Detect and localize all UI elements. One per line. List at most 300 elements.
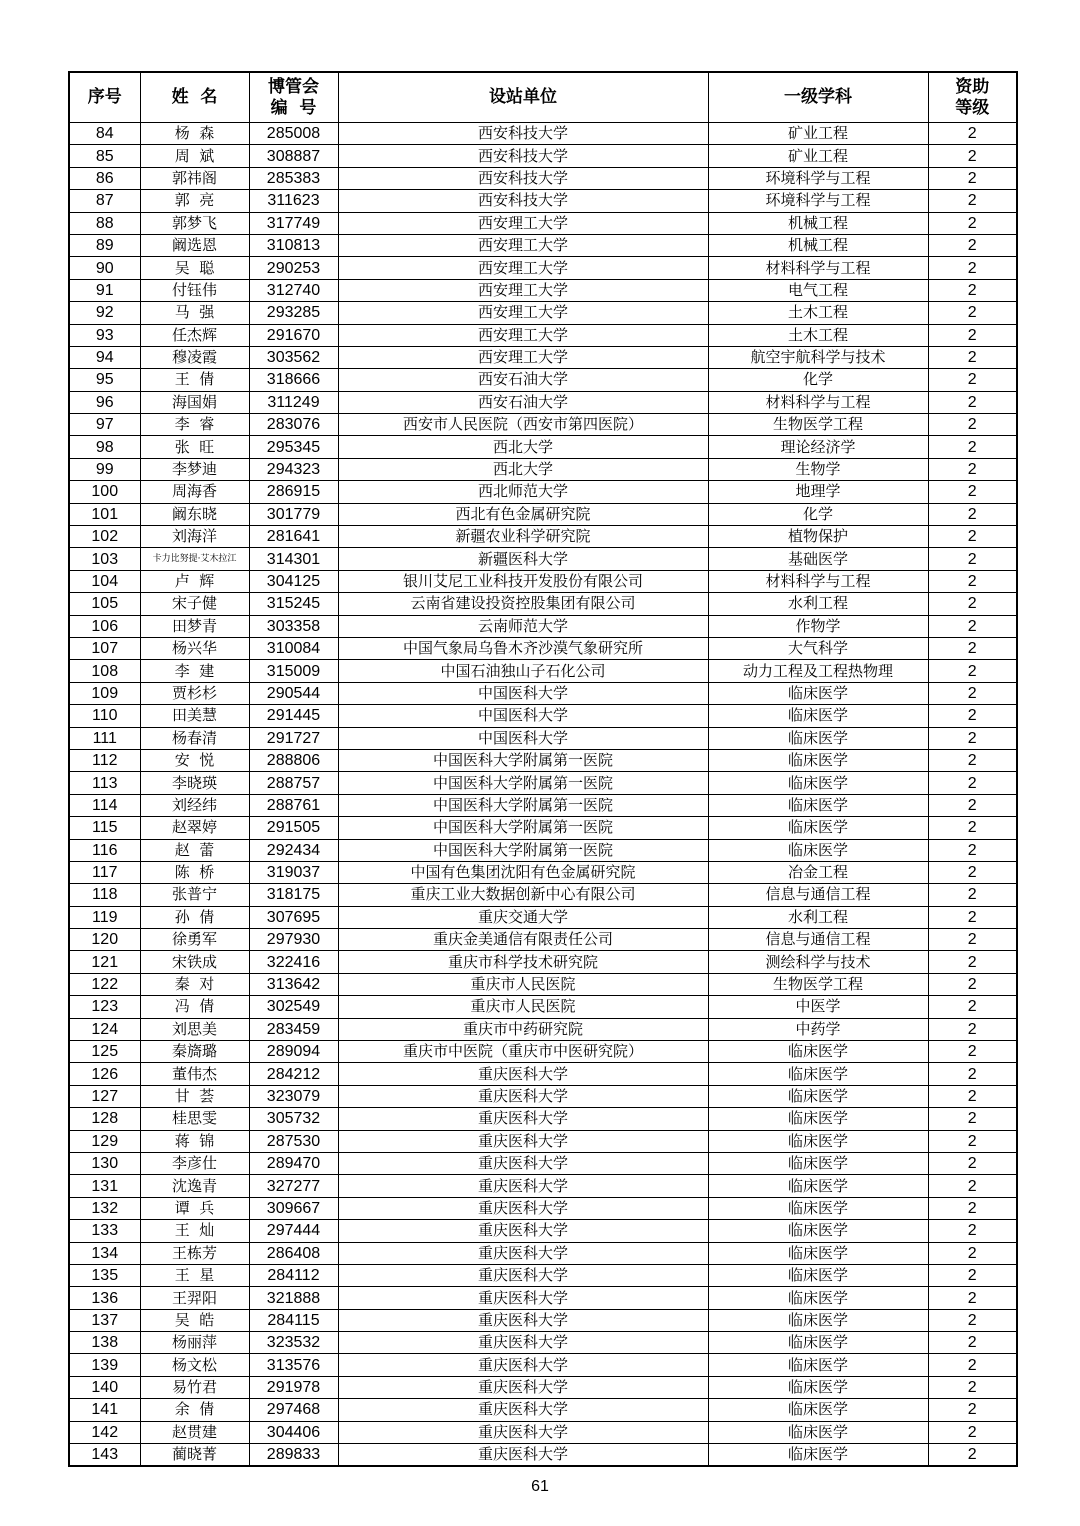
cell-id: 283459 — [249, 1018, 338, 1040]
cell-id: 312740 — [249, 279, 338, 301]
cell-level: 2 — [928, 1175, 1017, 1197]
cell-id: 311249 — [249, 391, 338, 413]
cell-subject: 临床医学 — [708, 1108, 928, 1130]
table-row — [69, 1041, 1017, 1063]
cell-seq: 138 — [69, 1332, 140, 1354]
cell-seq: 135 — [69, 1264, 140, 1286]
cell-seq: 132 — [69, 1197, 140, 1219]
cell-name: 秦旖璐 — [140, 1041, 249, 1063]
table-row — [69, 929, 1017, 951]
header-level — [928, 72, 1017, 123]
cell-id: 308887 — [249, 145, 338, 167]
table-row — [69, 190, 1017, 212]
cell-name: 张 旺 — [140, 436, 249, 458]
cell-subject: 环境科学与工程 — [708, 190, 928, 212]
cell-seq: 108 — [69, 660, 140, 682]
cell-level: 2 — [928, 660, 1017, 682]
table-row — [69, 1175, 1017, 1197]
cell-seq: 102 — [69, 526, 140, 548]
header-row — [69, 72, 1017, 123]
cell-seq: 139 — [69, 1354, 140, 1376]
cell-level: 2 — [928, 884, 1017, 906]
cell-name: 郭 亮 — [140, 190, 249, 212]
cell-id: 288757 — [249, 772, 338, 794]
cell-seq: 109 — [69, 682, 140, 704]
table-row — [69, 436, 1017, 458]
cell-subject: 中药学 — [708, 1018, 928, 1040]
cell-unit: 云南省建设投资控股集团有限公司 — [338, 593, 708, 615]
cell-level: 2 — [928, 839, 1017, 861]
cell-subject: 临床医学 — [708, 1287, 928, 1309]
cell-id: 285008 — [249, 123, 338, 145]
table-row — [69, 123, 1017, 145]
cell-subject: 矿业工程 — [708, 123, 928, 145]
cell-seq: 101 — [69, 503, 140, 525]
table-row — [69, 705, 1017, 727]
cell-subject: 临床医学 — [708, 682, 928, 704]
cell-level: 2 — [928, 324, 1017, 346]
cell-level: 2 — [928, 772, 1017, 794]
table-row — [69, 1018, 1017, 1040]
cell-name: 董伟杰 — [140, 1063, 249, 1085]
cell-name: 赵贯建 — [140, 1421, 249, 1443]
cell-seq: 118 — [69, 884, 140, 906]
cell-id: 284212 — [249, 1063, 338, 1085]
cell-name: 赵翠婷 — [140, 817, 249, 839]
table-row — [69, 593, 1017, 615]
cell-level: 2 — [928, 123, 1017, 145]
cell-subject: 临床医学 — [708, 1354, 928, 1376]
cell-seq: 129 — [69, 1130, 140, 1152]
cell-unit: 重庆医科大学 — [338, 1376, 708, 1398]
cell-id: 281641 — [249, 526, 338, 548]
cell-seq: 103 — [69, 548, 140, 570]
cell-name: 马 强 — [140, 302, 249, 324]
table-row — [69, 1444, 1017, 1467]
cell-id: 291670 — [249, 324, 338, 346]
cell-id: 297468 — [249, 1399, 338, 1421]
cell-subject: 水利工程 — [708, 593, 928, 615]
cell-seq: 97 — [69, 414, 140, 436]
table-row — [69, 548, 1017, 570]
table-row — [69, 660, 1017, 682]
cell-level: 2 — [928, 951, 1017, 973]
cell-id: 288761 — [249, 794, 338, 816]
cell-level: 2 — [928, 1152, 1017, 1174]
cell-id: 287530 — [249, 1130, 338, 1152]
cell-unit: 重庆医科大学 — [338, 1085, 708, 1107]
cell-seq: 121 — [69, 951, 140, 973]
cell-seq: 104 — [69, 570, 140, 592]
cell-seq: 91 — [69, 279, 140, 301]
cell-id: 303358 — [249, 615, 338, 637]
cell-subject: 临床医学 — [708, 1130, 928, 1152]
cell-subject: 临床医学 — [708, 839, 928, 861]
cell-seq: 90 — [69, 257, 140, 279]
table-row — [69, 391, 1017, 413]
cell-unit: 中国医科大学 — [338, 682, 708, 704]
cell-name: 赵 蕾 — [140, 839, 249, 861]
cell-name: 宋铁成 — [140, 951, 249, 973]
cell-level: 2 — [928, 458, 1017, 480]
table-row — [69, 1085, 1017, 1107]
cell-unit: 西北师范大学 — [338, 481, 708, 503]
cell-unit: 中国气象局乌鲁木齐沙漠气象研究所 — [338, 637, 708, 659]
cell-unit: 重庆市科学技术研究院 — [338, 951, 708, 973]
cell-level: 2 — [928, 1108, 1017, 1130]
cell-level: 2 — [928, 637, 1017, 659]
cell-name: 杨兴华 — [140, 637, 249, 659]
cell-id: 291445 — [249, 705, 338, 727]
cell-level: 2 — [928, 346, 1017, 368]
cell-level: 2 — [928, 861, 1017, 883]
cell-unit: 重庆市中药研究院 — [338, 1018, 708, 1040]
cell-unit: 重庆医科大学 — [338, 1152, 708, 1174]
table-row — [69, 906, 1017, 928]
cell-id: 286915 — [249, 481, 338, 503]
cell-subject: 临床医学 — [708, 772, 928, 794]
cell-id: 291505 — [249, 817, 338, 839]
cell-seq: 113 — [69, 772, 140, 794]
cell-level: 2 — [928, 279, 1017, 301]
cell-name: 田美慧 — [140, 705, 249, 727]
cell-level: 2 — [928, 794, 1017, 816]
cell-seq: 115 — [69, 817, 140, 839]
table-row — [69, 1197, 1017, 1219]
cell-subject: 临床医学 — [708, 1220, 928, 1242]
funding-list-table — [68, 71, 1018, 1467]
table-row — [69, 458, 1017, 480]
cell-seq: 117 — [69, 861, 140, 883]
cell-id: 291978 — [249, 1376, 338, 1398]
cell-level: 2 — [928, 234, 1017, 256]
cell-id: 297930 — [249, 929, 338, 951]
cell-name: 李 建 — [140, 660, 249, 682]
cell-level: 2 — [928, 906, 1017, 928]
cell-level: 2 — [928, 1018, 1017, 1040]
cell-seq: 98 — [69, 436, 140, 458]
cell-level: 2 — [928, 593, 1017, 615]
cell-subject: 信息与通信工程 — [708, 884, 928, 906]
cell-name: 王 倩 — [140, 369, 249, 391]
cell-id: 323532 — [249, 1332, 338, 1354]
cell-subject: 测绘科学与技术 — [708, 951, 928, 973]
table-row — [69, 1220, 1017, 1242]
cell-seq: 142 — [69, 1421, 140, 1443]
table-row — [69, 1287, 1017, 1309]
cell-subject: 生物医学工程 — [708, 414, 928, 436]
table-row — [69, 861, 1017, 883]
cell-name: 王栋芳 — [140, 1242, 249, 1264]
cell-level: 2 — [928, 705, 1017, 727]
cell-id: 319037 — [249, 861, 338, 883]
table-row — [69, 794, 1017, 816]
cell-level: 2 — [928, 570, 1017, 592]
cell-level: 2 — [928, 1421, 1017, 1443]
cell-name: 付钰伟 — [140, 279, 249, 301]
cell-unit: 银川艾尼工业科技开发股份有限公司 — [338, 570, 708, 592]
cell-name: 秦 对 — [140, 973, 249, 995]
cell-subject: 环境科学与工程 — [708, 167, 928, 189]
cell-name: 杨文松 — [140, 1354, 249, 1376]
cell-id: 303562 — [249, 346, 338, 368]
cell-subject: 临床医学 — [708, 727, 928, 749]
cell-name: 穆凌霞 — [140, 346, 249, 368]
cell-level: 2 — [928, 1444, 1017, 1467]
cell-subject: 土木工程 — [708, 324, 928, 346]
cell-unit: 重庆医科大学 — [338, 1287, 708, 1309]
table-row — [69, 1108, 1017, 1130]
cell-unit: 西北大学 — [338, 458, 708, 480]
cell-id: 293285 — [249, 302, 338, 324]
cell-subject: 土木工程 — [708, 302, 928, 324]
header-seq: 序号 — [69, 72, 140, 123]
cell-seq: 95 — [69, 369, 140, 391]
cell-subject: 临床医学 — [708, 817, 928, 839]
header-unit: 设站单位 — [338, 72, 708, 123]
header-id — [249, 72, 338, 123]
table-row — [69, 481, 1017, 503]
cell-id: 315009 — [249, 660, 338, 682]
table-row — [69, 817, 1017, 839]
cell-id: 302549 — [249, 996, 338, 1018]
cell-id: 297444 — [249, 1220, 338, 1242]
table-row — [69, 145, 1017, 167]
page-number: 61 — [531, 1478, 549, 1495]
cell-id: 310084 — [249, 637, 338, 659]
cell-level: 2 — [928, 548, 1017, 570]
cell-id: 310813 — [249, 234, 338, 256]
cell-subject: 临床医学 — [708, 1309, 928, 1331]
table-row — [69, 1421, 1017, 1443]
cell-seq: 125 — [69, 1041, 140, 1063]
cell-name: 宋子健 — [140, 593, 249, 615]
cell-level: 2 — [928, 391, 1017, 413]
cell-unit: 中国有色集团沈阳有色金属研究院 — [338, 861, 708, 883]
cell-name: 吴 皓 — [140, 1309, 249, 1331]
header-level-line2: 等级 — [955, 97, 990, 118]
cell-unit: 重庆医科大学 — [338, 1354, 708, 1376]
cell-subject: 动力工程及工程热物理 — [708, 660, 928, 682]
cell-unit: 重庆交通大学 — [338, 906, 708, 928]
cell-level: 2 — [928, 526, 1017, 548]
cell-unit: 中国医科大学 — [338, 705, 708, 727]
cell-seq: 105 — [69, 593, 140, 615]
cell-unit: 新疆农业科学研究院 — [338, 526, 708, 548]
cell-level: 2 — [928, 727, 1017, 749]
cell-level: 2 — [928, 1085, 1017, 1107]
cell-name: 卢 辉 — [140, 570, 249, 592]
cell-id: 283076 — [249, 414, 338, 436]
cell-seq: 136 — [69, 1287, 140, 1309]
cell-unit: 云南师范大学 — [338, 615, 708, 637]
cell-id: 307695 — [249, 906, 338, 928]
cell-unit: 重庆医科大学 — [338, 1197, 708, 1219]
table-row — [69, 302, 1017, 324]
cell-subject: 理论经济学 — [708, 436, 928, 458]
cell-name: 吴 聪 — [140, 257, 249, 279]
cell-name: 冯 倩 — [140, 996, 249, 1018]
table-row — [69, 1399, 1017, 1421]
cell-name: 杨春清 — [140, 727, 249, 749]
cell-subject: 临床医学 — [708, 1041, 928, 1063]
cell-name: 海国娟 — [140, 391, 249, 413]
cell-seq: 141 — [69, 1399, 140, 1421]
cell-id: 327277 — [249, 1175, 338, 1197]
table-row — [69, 1063, 1017, 1085]
table-row — [69, 369, 1017, 391]
cell-id: 291727 — [249, 727, 338, 749]
cell-seq: 137 — [69, 1309, 140, 1331]
cell-unit: 重庆医科大学 — [338, 1220, 708, 1242]
cell-level: 2 — [928, 167, 1017, 189]
cell-level: 2 — [928, 1309, 1017, 1331]
cell-name: 甘 荟 — [140, 1085, 249, 1107]
cell-name: 沈逸青 — [140, 1175, 249, 1197]
cell-name: 易竹君 — [140, 1376, 249, 1398]
cell-subject: 大气科学 — [708, 637, 928, 659]
cell-unit: 重庆医科大学 — [338, 1264, 708, 1286]
cell-name: 刘海洋 — [140, 526, 249, 548]
cell-seq: 124 — [69, 1018, 140, 1040]
cell-subject: 机械工程 — [708, 234, 928, 256]
cell-name: 杨 森 — [140, 123, 249, 145]
table-row — [69, 1152, 1017, 1174]
cell-unit: 中国医科大学附属第一医院 — [338, 794, 708, 816]
table-row — [69, 996, 1017, 1018]
cell-level: 2 — [928, 1197, 1017, 1219]
cell-seq: 92 — [69, 302, 140, 324]
table-row — [69, 772, 1017, 794]
cell-subject: 临床医学 — [708, 1063, 928, 1085]
cell-name: 刘经纬 — [140, 794, 249, 816]
cell-id: 284115 — [249, 1309, 338, 1331]
cell-id: 309667 — [249, 1197, 338, 1219]
table-row — [69, 526, 1017, 548]
cell-name: 郭梦飞 — [140, 212, 249, 234]
cell-id: 288806 — [249, 749, 338, 771]
cell-seq: 123 — [69, 996, 140, 1018]
cell-name: 杨丽萍 — [140, 1332, 249, 1354]
table-row — [69, 1354, 1017, 1376]
cell-name: 孙 倩 — [140, 906, 249, 928]
cell-name: 王羿阳 — [140, 1287, 249, 1309]
cell-name: 王 灿 — [140, 1220, 249, 1242]
cell-unit: 西安理工大学 — [338, 302, 708, 324]
cell-id: 305732 — [249, 1108, 338, 1130]
cell-name: 安 悦 — [140, 749, 249, 771]
cell-level: 2 — [928, 1376, 1017, 1398]
cell-name: 任杰辉 — [140, 324, 249, 346]
cell-seq: 107 — [69, 637, 140, 659]
cell-name: 桂思雯 — [140, 1108, 249, 1130]
cell-subject: 材料科学与工程 — [708, 257, 928, 279]
cell-unit: 重庆医科大学 — [338, 1063, 708, 1085]
cell-seq: 119 — [69, 906, 140, 928]
cell-seq: 114 — [69, 794, 140, 816]
cell-subject: 冶金工程 — [708, 861, 928, 883]
cell-id: 322416 — [249, 951, 338, 973]
cell-unit: 重庆工业大数据创新中心有限公司 — [338, 884, 708, 906]
cell-name: 徐勇军 — [140, 929, 249, 951]
cell-unit: 西安理工大学 — [338, 279, 708, 301]
cell-id: 286408 — [249, 1242, 338, 1264]
cell-subject: 生物医学工程 — [708, 973, 928, 995]
cell-id: 315245 — [249, 593, 338, 615]
cell-unit: 西安科技大学 — [338, 123, 708, 145]
cell-id: 289470 — [249, 1152, 338, 1174]
cell-level: 2 — [928, 1264, 1017, 1286]
cell-unit: 西安科技大学 — [338, 190, 708, 212]
cell-level: 2 — [928, 190, 1017, 212]
cell-subject: 临床医学 — [708, 1332, 928, 1354]
cell-unit: 中国医科大学附属第一医院 — [338, 772, 708, 794]
cell-seq: 88 — [69, 212, 140, 234]
cell-subject: 水利工程 — [708, 906, 928, 928]
cell-id: 313576 — [249, 1354, 338, 1376]
cell-level: 2 — [928, 1063, 1017, 1085]
cell-seq: 133 — [69, 1220, 140, 1242]
header-id-line1: 博管会 — [268, 76, 319, 97]
table-row — [69, 167, 1017, 189]
cell-level: 2 — [928, 1332, 1017, 1354]
cell-level: 2 — [928, 1242, 1017, 1264]
cell-seq: 131 — [69, 1175, 140, 1197]
cell-unit: 中国医科大学附属第一医院 — [338, 839, 708, 861]
table-row — [69, 570, 1017, 592]
cell-unit: 重庆医科大学 — [338, 1309, 708, 1331]
cell-seq: 85 — [69, 145, 140, 167]
cell-unit: 西安理工大学 — [338, 324, 708, 346]
table-row — [69, 1332, 1017, 1354]
cell-unit: 新疆医科大学 — [338, 548, 708, 570]
cell-seq: 110 — [69, 705, 140, 727]
table-row — [69, 414, 1017, 436]
cell-id: 317749 — [249, 212, 338, 234]
cell-level: 2 — [928, 212, 1017, 234]
table-row — [69, 1242, 1017, 1264]
cell-id: 321888 — [249, 1287, 338, 1309]
table-row — [69, 257, 1017, 279]
cell-subject: 材料科学与工程 — [708, 570, 928, 592]
cell-subject: 电气工程 — [708, 279, 928, 301]
cell-seq: 111 — [69, 727, 140, 749]
table-row — [69, 727, 1017, 749]
table-body — [69, 123, 1017, 1467]
header-subject: 一级学科 — [708, 72, 928, 123]
header-id-line2: 编 号 — [270, 97, 317, 118]
cell-unit: 西安理工大学 — [338, 346, 708, 368]
cell-name: 阚东晓 — [140, 503, 249, 525]
table-row — [69, 346, 1017, 368]
cell-id: 301779 — [249, 503, 338, 525]
cell-name: 蔺晓菁 — [140, 1444, 249, 1467]
cell-subject: 基础医学 — [708, 548, 928, 570]
cell-unit: 西安科技大学 — [338, 145, 708, 167]
cell-seq: 94 — [69, 346, 140, 368]
cell-level: 2 — [928, 257, 1017, 279]
cell-name: 蒋 锦 — [140, 1130, 249, 1152]
cell-name: 李晓瑛 — [140, 772, 249, 794]
cell-seq: 100 — [69, 481, 140, 503]
table-row — [69, 324, 1017, 346]
cell-seq: 86 — [69, 167, 140, 189]
cell-seq: 126 — [69, 1063, 140, 1085]
cell-level: 2 — [928, 1130, 1017, 1152]
cell-name: 李 睿 — [140, 414, 249, 436]
cell-unit: 中国医科大学附属第一医院 — [338, 749, 708, 771]
table-row — [69, 682, 1017, 704]
